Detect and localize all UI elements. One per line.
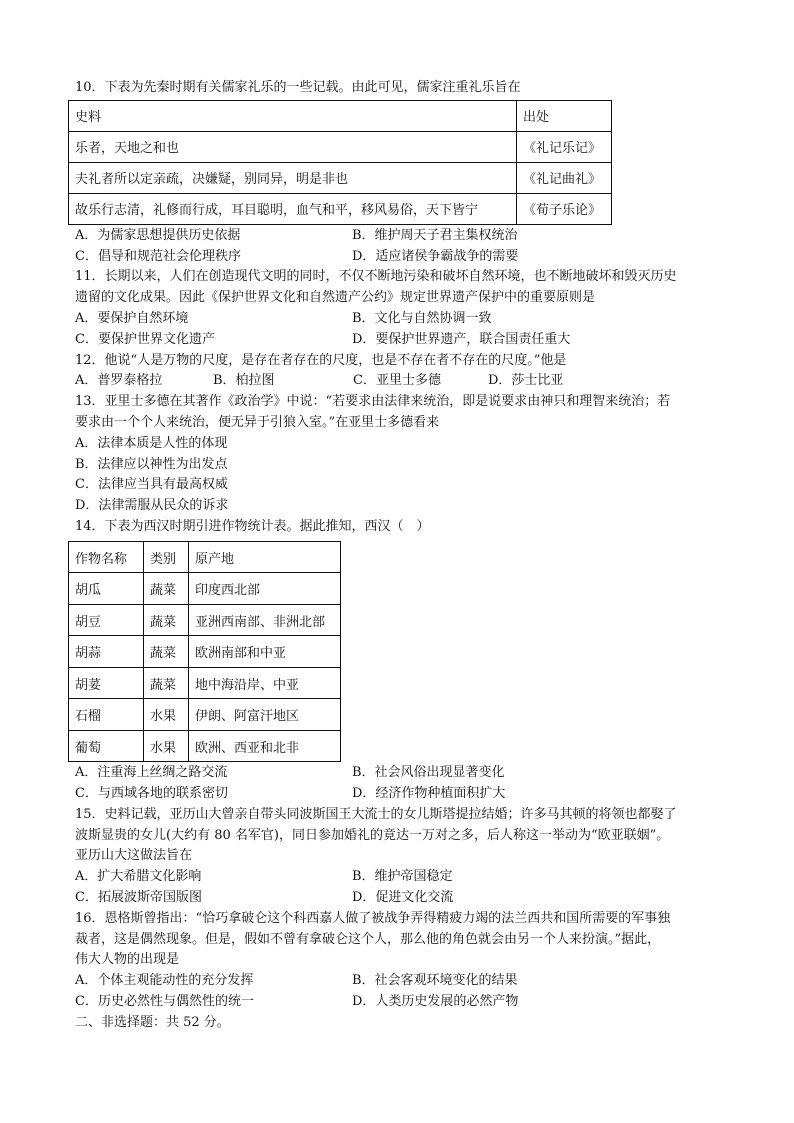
table-row xyxy=(69,636,341,668)
table-header-cell: 作物名称 xyxy=(69,541,144,573)
q15-stem-line-2: 波斯显贵的女儿(大约有 80 名军官)，同日参加婚礼的竟达一万对之多，后人称这一举动为“欧亚联姻”。 xyxy=(75,827,670,843)
option-a: A．扩大希腊文化影响 xyxy=(75,869,202,885)
table-cell: 地中海沿岸、中亚 xyxy=(189,667,341,699)
table-cell: 胡瓜 xyxy=(69,573,144,605)
option-a: A．个体主观能动性的充分发挥 xyxy=(75,973,254,989)
table-row xyxy=(69,162,612,193)
table-cell: 蔬菜 xyxy=(144,573,189,605)
q15-stem-line-3: 亚历山大这做法旨在 xyxy=(75,848,193,864)
q14-table xyxy=(68,541,341,763)
q11-stem-line-2: 遗留的文化成果。因此《保护世界文化和自然遗产公约》规定世界遗产保护中的重要原则是 xyxy=(75,290,596,306)
table-cell: 蔬菜 xyxy=(144,636,189,668)
table-cell: 印度西北部 xyxy=(189,573,341,605)
exam-page xyxy=(75,78,725,1034)
option-a: A．法律本质是人性的体现 xyxy=(75,435,228,451)
table-cell: 夫礼者所以定亲疏，决嫌疑，别同异，明是非也 xyxy=(69,162,517,193)
table-row xyxy=(69,699,341,731)
option-b: B．社会风俗出现显著变化 xyxy=(352,765,505,781)
table-row xyxy=(69,730,341,762)
option-c: C．倡导和规范社会伦理秩序 xyxy=(75,248,241,264)
option-a: A．普罗泰格拉 xyxy=(75,373,163,389)
option-b: B．文化与自然协调一致 xyxy=(352,310,492,326)
option-d: D．适应诸侯争霸战争的需要 xyxy=(352,248,519,264)
q14-options-row-1 xyxy=(75,763,725,784)
table-cell: 胡蒜 xyxy=(69,636,144,668)
table-cell: 《礼记乐记》 xyxy=(517,131,612,162)
table-cell: 乐者，天地之和也 xyxy=(69,131,517,162)
q10-stem: 10．下表为先秦时期有关儒家礼乐的一些记载。由此可见，儒家注重礼乐旨在 xyxy=(75,80,521,95)
table-cell: 蔬菜 xyxy=(144,667,189,699)
table-cell: 石榴 xyxy=(69,699,144,731)
option-c: C．拓展波斯帝国版图 xyxy=(75,890,202,906)
option-b: B．法律应以神性为出发点 xyxy=(75,456,228,472)
q11-options-row-2 xyxy=(75,330,725,351)
option-b: B．维护周天子君主集权统治 xyxy=(352,227,518,243)
table-header-cell: 类别 xyxy=(144,541,189,573)
option-d: D．促进文化交流 xyxy=(352,890,454,906)
q16-options-row-1 xyxy=(75,971,725,992)
q13-stem-line-1: 13．亚里士多德在其著作《政治学》中说：“若要求由法律来统治，即是说要求由神只和理智来统治；若 xyxy=(75,394,671,410)
table-cell: 欧洲、西亚和北非 xyxy=(189,730,341,762)
q16-stem-line-2: 裁者，这是偶然现象。但是，假如不曾有拿破仑这个人，那么他的角色就会由另一个人来扮演。”据此， xyxy=(75,931,661,947)
option-d: D．法律需服从民众的诉求 xyxy=(75,498,229,514)
table-cell: 欧洲南部和中亚 xyxy=(189,636,341,668)
q10-options-row-1 xyxy=(75,226,725,247)
option-b: B．维护帝国稳定 xyxy=(352,869,453,885)
table-cell: 《荀子乐论》 xyxy=(517,193,612,224)
q14-options-row-2 xyxy=(75,784,725,805)
table-row xyxy=(69,573,341,605)
q12-stem: 12．他说“人是万物的尺度，是存在者存在的尺度，也是不存在者不存在的尺度。”他是 xyxy=(75,352,567,368)
table-cell: 故乐行志清，礼修而行成，耳目聪明，血气和平，移风易俗，天下皆宁 xyxy=(69,193,517,224)
table-cell: 《礼记曲礼》 xyxy=(517,162,612,193)
q16-options-row-2 xyxy=(75,992,725,1013)
q10-options-row-2 xyxy=(75,247,725,268)
table-cell: 水果 xyxy=(144,699,189,731)
q15-options-row-1 xyxy=(75,867,725,888)
table-cell: 胡豆 xyxy=(69,604,144,636)
option-d: D．莎士比亚 xyxy=(488,373,564,389)
option-c: C．要保护世界文化遗产 xyxy=(75,331,215,347)
option-c: C．法律应当具有最高权威 xyxy=(75,477,228,493)
table-header-cell: 出处 xyxy=(517,100,612,131)
q16-stem-line-1: 16．恩格斯曾指出：“恰巧拿破仑这个科西嘉人做了被战争弄得精疲力竭的法兰西共和国所需要的军事独 xyxy=(75,910,671,926)
option-d: D．经济作物种植面积扩大 xyxy=(352,786,506,802)
table-cell: 蔬菜 xyxy=(144,604,189,636)
table-row xyxy=(69,604,341,636)
table-cell: 葡萄 xyxy=(69,730,144,762)
table-row xyxy=(69,193,612,224)
q15-options-row-2 xyxy=(75,888,725,909)
q13-stem-line-2: 要求由一个个人来统治，便无异于引狼入室。”在亚里士多德看来 xyxy=(75,414,440,430)
option-c: C．历史必然性与偶然性的统一 xyxy=(75,994,254,1010)
option-a: A．注重海上丝绸之路交流 xyxy=(75,765,228,781)
option-b: B．柏拉图 xyxy=(213,373,275,389)
q11-options-row-1 xyxy=(75,309,725,330)
option-b: B．社会客观环境变化的结果 xyxy=(352,973,518,989)
option-a: A．为儒家思想提供历史依据 xyxy=(75,227,241,243)
table-row xyxy=(69,131,612,162)
table-cell: 水果 xyxy=(144,730,189,762)
q14-stem: 14．下表为西汉时期引进作物统计表。据此推知，西汉（ ） xyxy=(75,518,430,534)
table-header-cell: 原产地 xyxy=(189,541,341,573)
table-header-row xyxy=(69,541,341,573)
q15-stem-line-1: 15．史料记载，亚历山大曾亲自带头同波斯国王大流士的女儿斯塔提拉结婚；许多马其顿的将领也都娶了 xyxy=(75,806,677,822)
table-header-row xyxy=(69,100,612,131)
table-cell: 胡荽 xyxy=(69,667,144,699)
section-heading: 二、非选择题：共 52 分。 xyxy=(75,1014,230,1030)
q16-stem-line-3: 伟大人物的出现是 xyxy=(75,952,180,968)
table-cell: 亚洲西南部、非洲北部 xyxy=(189,604,341,636)
option-a: A．要保护自然环境 xyxy=(75,310,189,326)
table-header-cell: 史料 xyxy=(69,100,517,131)
q12-options-row xyxy=(75,371,725,392)
option-c: C．与西域各地的联系密切 xyxy=(75,786,228,802)
option-d: D．要保护世界遗产，联合国责任重大 xyxy=(352,331,571,347)
q10-table xyxy=(68,100,612,225)
table-row xyxy=(69,667,341,699)
table-cell: 伊朗、阿富汗地区 xyxy=(189,699,341,731)
option-d: D．人类历史发展的必然产物 xyxy=(352,994,519,1010)
q11-stem-line-1: 11．长期以来，人们在创造现代文明的同时，不仅不断地污染和破坏自然环境，也不断地破坏和毁灭历史 xyxy=(75,269,677,285)
option-c: C．亚里士多德 xyxy=(353,373,441,389)
